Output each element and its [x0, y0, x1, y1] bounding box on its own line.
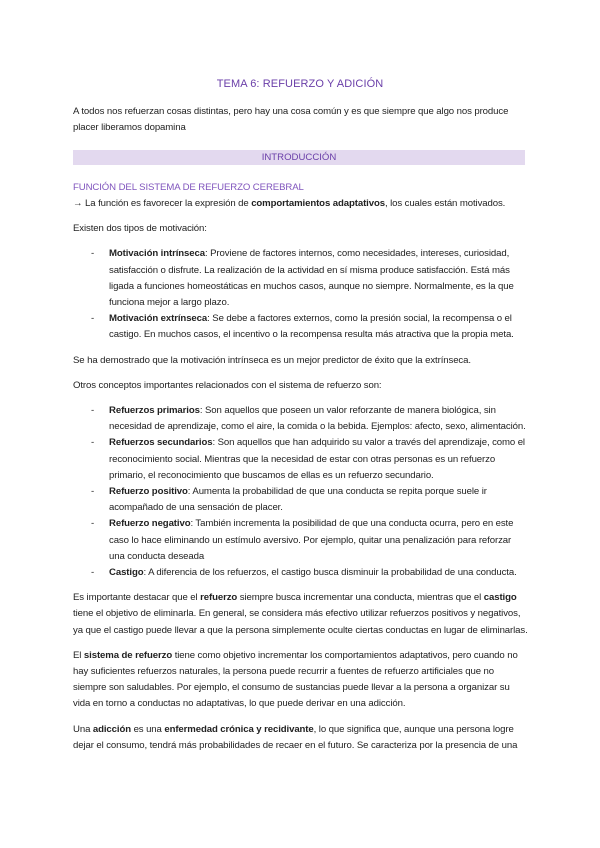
- list-item-text: : Proviene de factores internos, como necesidades, intereses, curiosidad, satisfacción o disfrute. La realización de la actividad en sí misma produce satisfacción. Está más ligada a funciones homeostáticas en muchos casos, aunque no siempre. Normalmente, es la que funciona mejor a largo plazo.: [109, 248, 514, 309]
- list-item-term: Motivación extrínseca: [109, 313, 208, 325]
- function-line-prefix: → La función es favorecer la expresión de: [73, 198, 252, 209]
- list-item: - Refuerzo negativo: También incrementa la posibilidad de que una conducta ocurra, pero en este caso lo hace eliminando un estímulo aversivo. Por ejemplo, quitar una penalización para reforzar una conducta deseada: [91, 518, 514, 562]
- adiccion-paragraph: [73, 722, 528, 754]
- bold-term: refuerzo: [200, 592, 238, 604]
- bold-term: castigo: [483, 592, 517, 604]
- section-banner: INTRODUCCIÓN: [73, 150, 525, 165]
- list-item-text: : Son aquellos que han adquirido su valor a través del aprendizaje, como el reconocimiento social. Mientras que la necesidad de estar con otras personas es un refuerzo primario, el reconocimiento que buscamos de ellas es un refuerzo secundario.: [109, 437, 525, 481]
- list-item-term: Motivación intrínseca: [109, 248, 205, 260]
- function-line: [73, 196, 528, 212]
- predictor-paragraph: Se ha demostrado que la motivación intrínseca es un mejor predictor de éxito que la extrínseca.: [73, 354, 471, 366]
- bold-term: enfermedad crónica y recidivante: [164, 723, 314, 735]
- page-title: TEMA 6: REFUERZO Y ADICIÓN: [216, 78, 384, 90]
- list-item-term: Refuerzos primarios: [109, 405, 200, 417]
- text-run: , lo que significa que, aunque una persona logre dejar el consumo, tendrá más probabilidades de recaer en el futuro. Se caracteriza por la presencia de una: [73, 723, 518, 751]
- bold-term: adicción: [92, 723, 131, 735]
- function-line-bold: comportamientos adaptativos: [251, 198, 385, 209]
- list-item-term: Refuerzo positivo: [109, 486, 188, 498]
- two-types-paragraph: Existen dos tipos de motivación:: [73, 223, 207, 235]
- subsection-heading: FUNCIÓN DEL SISTEMA DE REFUERZO CEREBRAL: [73, 182, 304, 193]
- document-body: [73, 180, 528, 754]
- list-item: - Refuerzo positivo: Aumenta la probabilidad de que una conducta se repita porque suele ir acompañado de una sensación de placer.: [91, 486, 487, 514]
- bold-term: sistema de refuerzo: [83, 649, 173, 661]
- list-item: - Refuerzos secundarios: Son aquellos que han adquirido su valor a través del aprendizaje, como el reconocimiento social. Mientras que la necesidad de estar con otras personas es un refuerzo primario, el reconocimiento que buscamos de ellas es un refuerzo secundario.: [91, 437, 525, 481]
- motivation-list: [73, 246, 528, 343]
- list-item: - Motivación extrínseca: Se debe a factores externos, como la presión social, la recompensa o el castigo. En muchos casos, el incentivo o la recompensa resulta más atractiva que la propia meta.: [91, 313, 514, 341]
- function-line-suffix: , los cuales están motivados.: [384, 198, 506, 209]
- list-item: - Refuerzos primarios: Son aquellos que poseen un valor reforzante de manera biológica, sin necesidad de aprendizaje, como el aire, la comida o la bebida. Ejemplos: afecto, sexo, alimentación.: [91, 405, 526, 433]
- list-item-text: : Aumenta la probabilidad de que una conducta se repita porque suele ir acompañado de una sensación de placer.: [109, 486, 487, 514]
- intro-paragraph: A todos nos refuerzan cosas distintas, pero hay una cosa común y es que siempre que algo nos produce placer liberamos dopamina: [73, 106, 509, 134]
- other-concepts-paragraph: Otros conceptos importantes relacionados con el sistema de refuerzo son:: [73, 379, 382, 391]
- list-item-text: : También incrementa la posibilidad de que una conducta ocurra, pero en este caso lo hace eliminando un estímulo aversivo. Por ejemplo, quitar una penalización para reforzar una conducta deseada: [109, 518, 514, 562]
- text-run: El: [73, 649, 84, 661]
- sistema-paragraph: [73, 648, 528, 713]
- list-item-term: Castigo: [109, 567, 144, 579]
- list-item-text: : Son aquellos que poseen un valor reforzante de manera biológica, sin necesidad de aprendizaje, como el aire, la comida o la bebida. Ejemplos: afecto, sexo, alimentación.: [109, 405, 526, 433]
- list-item-text: : A diferencia de los refuerzos, el castigo busca disminuir la probabilidad de una conducta.: [143, 567, 517, 579]
- list-item-text: : Se debe a factores externos, como la presión social, la recompensa o el castigo. En muchos casos, el incentivo o la recompensa resulta más atractiva que la propia meta.: [109, 313, 514, 341]
- text-run: es una: [131, 723, 165, 735]
- text-run: tiene el objetivo de eliminarla. En general, se considera más efectivo utilizar refuerzos positivos y negativos, ya que el castigo puede llevar a que la persona simplemente oculte ciertas conductas en lugar de eliminarlas.: [73, 608, 528, 636]
- text-run: tiene como objetivo incrementar los comportamientos adaptativos, pero cuando no hay suficientes refuerzos naturales, la persona puede recurrir a fuentes de refuerzo artificiales que no siempre son saludables. Por ejemplo, el consumo de sustancias puede llevar a la persona a organizar su vida en torno a conductas no adaptativas, lo que puede derivar en una adicción.: [73, 649, 518, 710]
- text-run: Es importante destacar que el: [73, 592, 201, 604]
- text-run: Una: [73, 723, 93, 735]
- refuerzo-paragraph: [73, 590, 528, 639]
- text-run: siempre busca incrementar una conducta, mientras que el: [237, 592, 484, 604]
- concepts-list: [73, 403, 528, 581]
- list-item: - Castigo: A diferencia de los refuerzos, el castigo busca disminuir la probabilidad de una conducta.: [91, 567, 517, 579]
- list-item-term: Refuerzo negativo: [109, 518, 191, 530]
- list-item: - Motivación intrínseca: Proviene de factores internos, como necesidades, intereses, curiosidad, satisfacción o disfrute. La realización de la actividad en sí misma produce satisfacción. Está más ligada a funciones homeostáticas en muchos casos, aunque no siempre. Normalmente, es la que funciona mejor a largo plazo.: [91, 248, 514, 309]
- list-item-term: Refuerzos secundarios: [109, 437, 213, 449]
